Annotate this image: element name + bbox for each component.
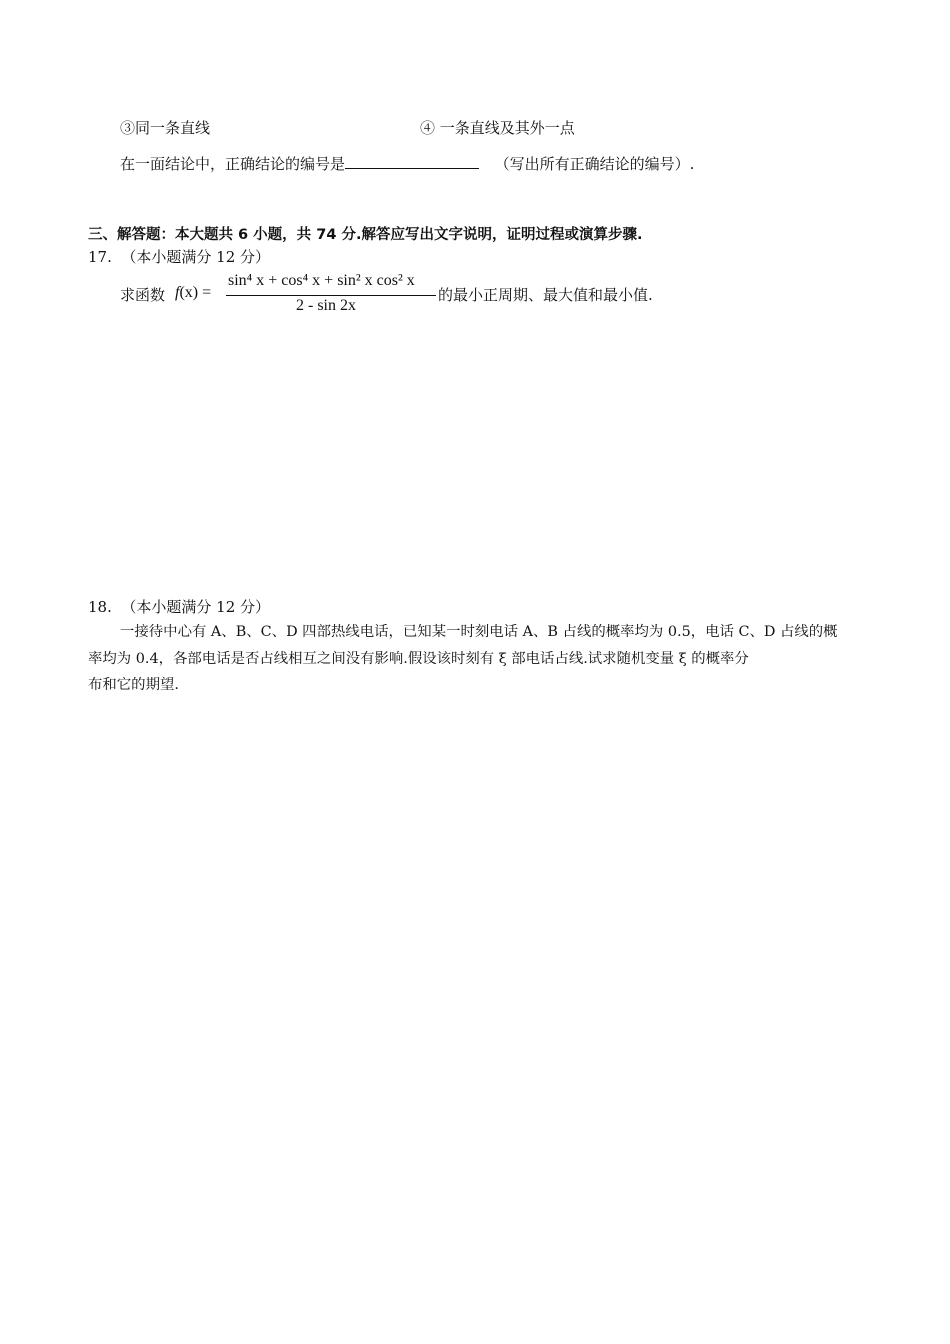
fill-prefix: 在一面结论中，正确结论的编号是: [120, 155, 346, 173]
option-3: ③同一条直线: [120, 119, 211, 137]
q18-line-1: 一接待中心有 A、B、C、D 四部热线电话，已知某一时刻电话 A、B 占线的概率均为 0.5，电话 C、D 占线的概: [120, 624, 838, 640]
q18-header: [88, 597, 270, 617]
q17-func-arg: (x) =: [179, 284, 212, 301]
q17-score: （本小题满分 12 分）: [121, 248, 271, 266]
q17-func-name: f: [175, 284, 180, 301]
q18-line-2: 率均为 0.4，各部电话是否占线相互之间没有影响.假设该时刻有 ξ 部电话占线.试求随机变量 ξ 的概率分: [88, 651, 749, 667]
answer-blank[interactable]: [345, 154, 479, 169]
q17-denominator: 2 - sin 2x: [296, 297, 356, 314]
q17-function-label: [175, 284, 211, 302]
section3-heading: 三、解答题：本大题共 6 小题，共 74 分.解答应写出文字说明，证明过程或演算步骤.: [88, 227, 643, 243]
q17-header: [88, 247, 270, 267]
q17-prompt-prefix: 求函数: [120, 286, 166, 304]
q18-line-3: 布和它的期望.: [88, 677, 179, 693]
fill-in-question: [120, 154, 694, 174]
q18-number: 18.: [88, 598, 112, 616]
q17-prompt-suffix: 的最小正周期、最大值和最小值.: [438, 286, 653, 304]
fill-suffix: （写出所有正确结论的编号）.: [494, 155, 695, 173]
q17-numerator: sin⁴ x + cos⁴ x + sin² x cos² x: [228, 272, 415, 289]
q17-fraction-bar: [226, 295, 436, 296]
option-4: ④ 一条直线及其外一点: [420, 119, 575, 137]
q17-number: 17.: [88, 248, 112, 266]
q18-score: （本小题满分 12 分）: [121, 598, 271, 616]
